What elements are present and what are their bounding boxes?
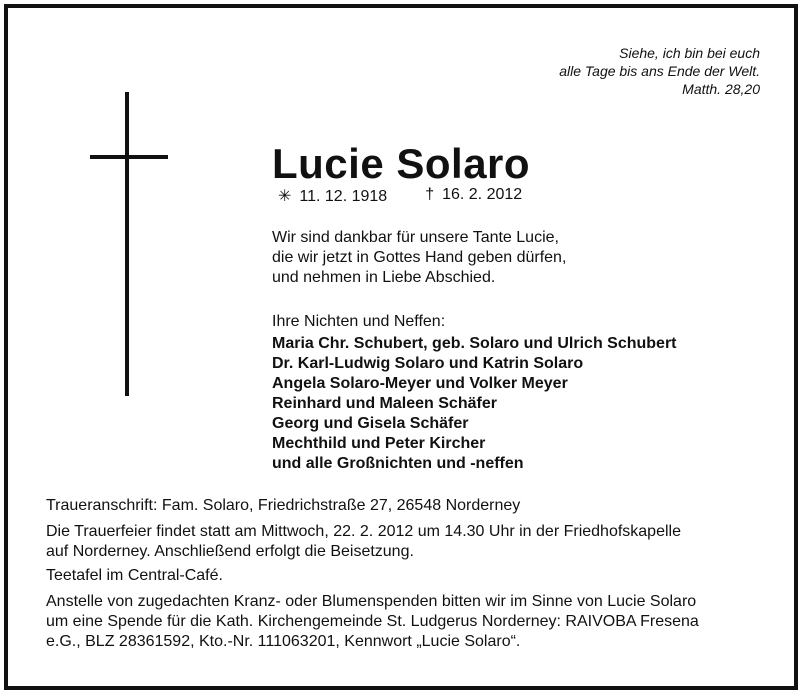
- cross-icon: [125, 92, 129, 396]
- birth-date-group: [278, 186, 387, 206]
- donation-info: [46, 592, 746, 652]
- thanks-text: [272, 228, 566, 288]
- thanks-line: und nehmen in Liebe Abschied.: [272, 269, 496, 286]
- death-dagger-icon: †: [425, 186, 435, 203]
- funeral-info: [46, 522, 746, 562]
- donation-line: um eine Spende für die Kath. Kirchengemeinde St. Ludgerus Norderney: RAIVOBA Fresena: [46, 613, 699, 630]
- donation-line: e.G., BLZ 28361592, Kto.-Nr. 111063201, Kennwort „Lucie Solaro“.: [46, 633, 521, 650]
- birth-date: 11. 12. 1918: [299, 188, 388, 205]
- funeral-line: Die Trauerfeier findet statt am Mittwoch, 22. 2. 2012 um 14.30 Uhr in der Friedhofskapelle: [46, 523, 681, 540]
- funeral-line: auf Norderney. Anschließend erfolgt die Beisetzung.: [46, 543, 414, 560]
- verse-line: Siehe, ich bin bei euch: [619, 45, 760, 61]
- birth-star-icon: ✳: [278, 188, 292, 205]
- thanks-line: Wir sind dankbar für unsere Tante Lucie,: [272, 229, 559, 246]
- mourner: Dr. Karl-Ludwig Solaro und Katrin Solaro: [272, 355, 584, 372]
- thanks-line: die wir jetzt in Gottes Hand geben dürfen,: [272, 249, 567, 266]
- donation-line: Anstelle von zugedachten Kranz- oder Blumenspenden bitten wir im Sinne von Lucie Solaro: [46, 593, 697, 610]
- deceased-name: Lucie Solaro: [272, 140, 531, 187]
- verse-line: alle Tage bis ans Ende der Welt.: [559, 63, 760, 79]
- death-date: 16. 2. 2012: [442, 186, 523, 203]
- mourning-address: Traueranschrift: Fam. Solaro, Friedrichstraße 27, 26548 Norderney: [46, 497, 521, 514]
- life-dates: [278, 186, 522, 206]
- mourner: Georg und Gisela Schäfer: [272, 415, 469, 432]
- mourners-intro: Ihre Nichten und Neffen:: [272, 313, 446, 330]
- tea-info: Teetafel im Central-Café.: [46, 567, 223, 584]
- cross-icon-bar: [90, 155, 168, 159]
- bible-verse: [559, 44, 760, 98]
- mourner: und alle Großnichten und -neffen: [272, 455, 524, 472]
- death-date-group: [425, 186, 522, 206]
- mourner: Maria Chr. Schubert, geb. Solaro und Ulrich Schubert: [272, 335, 677, 352]
- mourner: Reinhard und Maleen Schäfer: [272, 395, 497, 412]
- mourners-list: [272, 334, 677, 474]
- verse-source: Matth. 28,20: [682, 81, 760, 97]
- mourner: Mechthild und Peter Kircher: [272, 435, 486, 452]
- mourner: Angela Solaro-Meyer und Volker Meyer: [272, 375, 568, 392]
